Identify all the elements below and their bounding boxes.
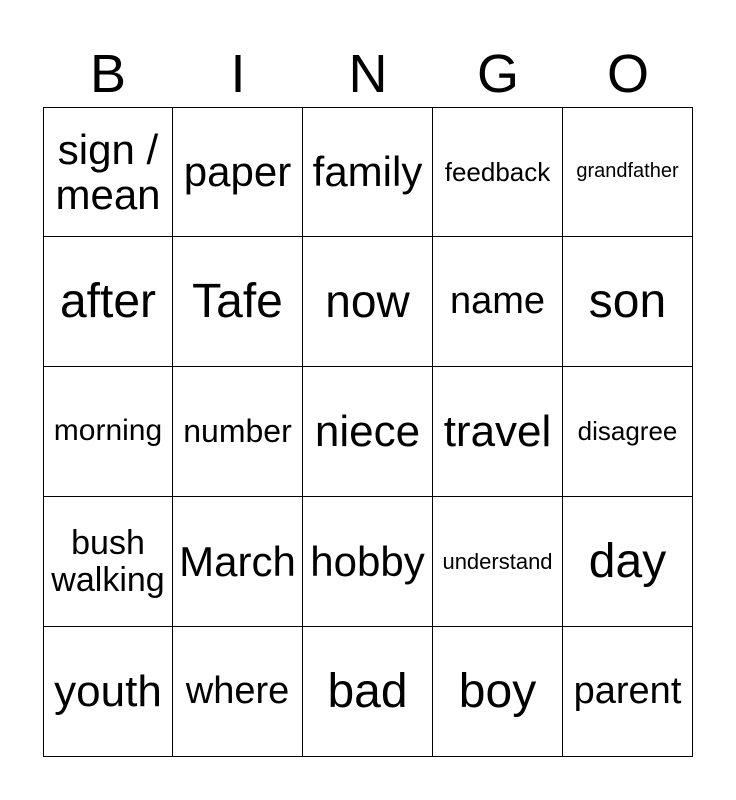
bingo-cell[interactable]: March [173,497,303,627]
bingo-cell[interactable]: feedback [433,107,563,237]
bingo-cell[interactable]: boy [433,627,563,757]
bingo-cell[interactable]: hobby [303,497,433,627]
bingo-header [43,40,693,108]
bingo-cell[interactable]: name [433,237,563,367]
bingo-cell[interactable]: son [563,237,693,367]
header-letter-o: O [606,44,649,104]
bingo-cell[interactable]: number [173,367,303,497]
bingo-cell[interactable]: Tafe [173,237,303,367]
header-letter-n: N [348,44,388,104]
bingo-cell[interactable]: youth [43,627,173,757]
bingo-cell[interactable]: bad [303,627,433,757]
header-letter-i: I [230,44,246,104]
bingo-cell[interactable]: paper [173,107,303,237]
bingo-cell[interactable]: niece [303,367,433,497]
bingo-cell[interactable]: now [303,237,433,367]
bingo-cell[interactable]: parent [563,627,693,757]
header-letter-b: B [89,44,127,104]
bingo-cell[interactable]: disagree [563,367,693,497]
bingo-cell[interactable]: sign / mean [43,107,173,237]
bingo-cell[interactable]: understand [433,497,563,627]
bingo-cell[interactable]: travel [433,367,563,497]
bingo-cell[interactable]: where [173,627,303,757]
bingo-cell[interactable]: morning [43,367,173,497]
bingo-cell[interactable]: bush walking [43,497,173,627]
bingo-cell[interactable]: family [303,107,433,237]
header-letter-g: G [476,44,519,104]
bingo-cell[interactable]: after [43,237,173,367]
bingo-cell[interactable]: day [563,497,693,627]
bingo-card-grid [43,107,693,757]
bingo-cell[interactable]: grandfather [563,107,693,237]
